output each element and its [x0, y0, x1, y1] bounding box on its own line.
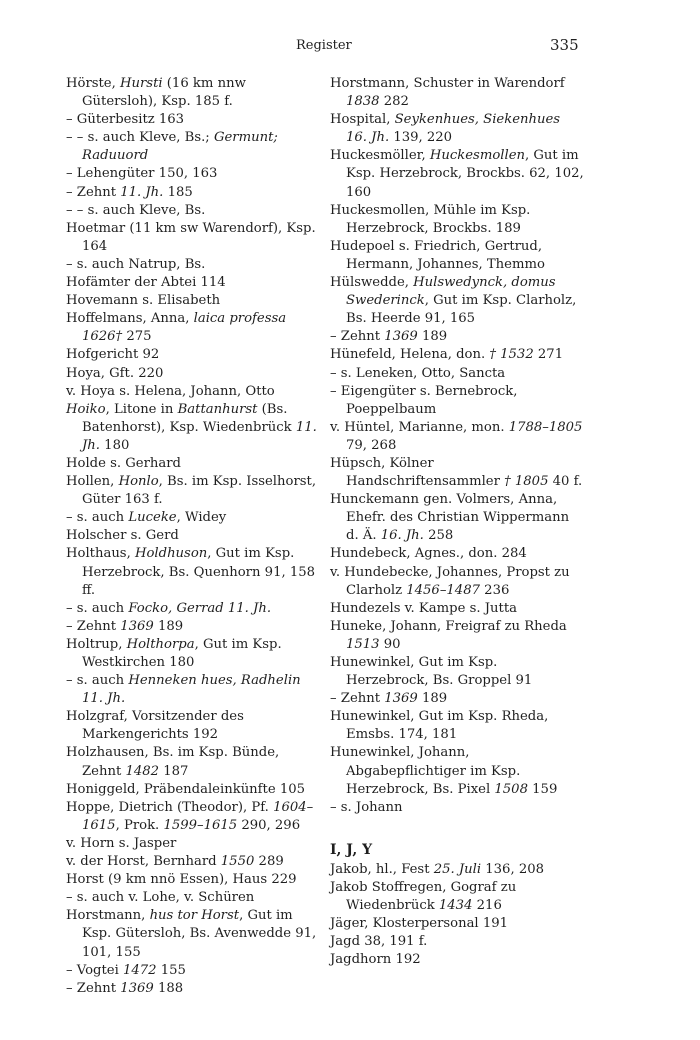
index-entry	[66, 618, 318, 636]
entry-segment: – s. auch v. Lohe, v. Schüren	[66, 890, 255, 906]
entry-segment: 25. Juli	[433, 861, 482, 877]
entry-segment: Horst (9 km nnö Essen), Haus 229	[66, 872, 297, 888]
index-entry	[66, 256, 318, 274]
entry-segment: Huckesmollen	[429, 148, 525, 164]
index-entry	[330, 915, 584, 933]
entry-segment: 40 f.	[548, 474, 583, 490]
index-entry	[66, 509, 318, 527]
index-entry	[330, 383, 584, 419]
index-entry	[66, 473, 318, 509]
index-entry	[330, 861, 584, 879]
entry-segment: 185	[163, 184, 193, 200]
index-entry	[66, 111, 318, 129]
entry-segment: Battanhurst	[177, 401, 258, 417]
entry-segment: Hülswedde,	[330, 275, 414, 291]
entry-segment: – s. auch	[66, 510, 129, 526]
index-entry	[66, 962, 318, 980]
index-entry	[66, 980, 318, 998]
entry-segment: – s. auch	[66, 600, 129, 616]
entry-segment: 79, 268	[346, 437, 397, 453]
index-entry	[66, 889, 318, 907]
entry-segment: Jakob, hl., Fest	[330, 861, 434, 877]
index-entry	[66, 672, 318, 708]
entry-segment: 1838	[346, 94, 380, 110]
entry-segment: 1369	[120, 980, 154, 996]
entry-segment: Hüpsch, Kölner Handschriftensammler	[330, 455, 505, 490]
entry-segment: Hoffelmans, Anna,	[66, 311, 194, 327]
entry-segment: 11. Jh.	[120, 184, 164, 200]
index-entry	[330, 708, 584, 744]
entry-segment: 189	[417, 329, 448, 345]
entry-segment: v. der Horst, Bernhard	[66, 854, 221, 870]
index-entry	[66, 165, 318, 183]
index-entry	[330, 799, 584, 817]
index-column-right	[330, 75, 584, 970]
entry-segment: 187	[159, 763, 189, 779]
index-entry	[330, 744, 584, 798]
index-entry	[330, 111, 584, 147]
entry-segment: , Litone in	[105, 401, 178, 417]
entry-segment: 236	[479, 582, 510, 598]
entry-segment: , Bs. im Ksp. Isselhorst, Güter 163 f.	[82, 474, 317, 508]
entry-segment: Huckesmöller,	[330, 148, 430, 164]
entry-segment: Hunewinkel, Gut im Ksp. Rheda, Emsbs. 174, 181	[330, 709, 549, 743]
entry-segment: 189	[153, 618, 184, 634]
entry-segment: Jagdhorn 192	[330, 952, 421, 968]
entry-segment: 1482	[125, 763, 160, 779]
entry-segment: , Gut im Ksp. Gütersloh, Bs. Avenwedde 91, 101, 155	[82, 908, 317, 960]
entry-segment: , Gut im Ksp. Herzebrock, Brockbs. 62, 102, 160	[346, 148, 584, 200]
index-entry	[66, 853, 318, 871]
index-entry	[66, 708, 318, 744]
entry-segment: Hofgericht 92	[66, 347, 160, 363]
entry-segment: – Zehnt	[330, 329, 385, 345]
entry-segment: Hünefeld, Helena, don.	[330, 347, 490, 363]
entry-segment: Holthaus,	[66, 546, 135, 562]
entry-segment: 282	[379, 94, 409, 110]
entry-segment: Holthorpa	[126, 636, 195, 652]
index-entry	[330, 238, 584, 274]
entry-segment: v. Hoya s. Helena, Johann, Otto	[66, 383, 275, 399]
entry-segment: v. Horn s. Jasper	[66, 835, 177, 851]
index-entry	[330, 618, 584, 654]
entry-segment: 275	[122, 329, 152, 345]
entry-segment: Holzhausen, Bs. im Ksp. Bünde, Zehnt	[66, 745, 280, 779]
entry-segment: 11. Jh.	[82, 419, 317, 453]
entry-segment: Holtrup,	[66, 636, 127, 652]
entry-segment: Hudepoel s. Friedrich, Gertrud, Hermann, Johannes, Themmo	[330, 238, 545, 272]
entry-segment: 136, 208	[481, 861, 544, 877]
index-entry	[66, 202, 318, 220]
entry-segment: 90	[379, 636, 401, 652]
entry-segment: 258	[423, 528, 454, 544]
entry-segment: 155	[156, 962, 186, 978]
entry-segment: 1434	[438, 898, 473, 914]
index-entry	[66, 274, 318, 292]
entry-segment: 289	[254, 854, 284, 870]
entry-segment: Holscher s. Gerd	[66, 528, 179, 544]
entry-segment: – Güterbesitz 163	[66, 112, 185, 128]
index-entry	[330, 346, 584, 364]
entry-segment: – s. auch	[66, 673, 129, 689]
index-entry	[66, 220, 318, 256]
entry-segment: 1369	[384, 691, 418, 707]
entry-segment: Hunewinkel, Gut im Ksp. Herzebrock, Bs. Groppel 91	[330, 655, 533, 689]
entry-segment: Hoetmar (11 km sw Warendorf), Ksp. 164	[66, 220, 316, 254]
entry-segment: Hundebeck, Agnes., don. 284	[330, 546, 527, 562]
entry-segment: 180	[99, 437, 130, 453]
entry-segment: Huckesmollen, Mühle im Ksp. Herzebrock, Brockbs. 189	[330, 202, 531, 236]
entry-segment: 271	[533, 347, 564, 363]
entry-segment: 1599–1615	[163, 817, 238, 833]
index-entry	[66, 636, 318, 672]
entry-segment: Luceke	[128, 510, 177, 526]
entry-segment: , Prok.	[115, 817, 164, 833]
entry-segment: Hoya, Gft. 220	[66, 365, 164, 381]
entry-segment: – s. Leneken, Otto, Sancta	[330, 365, 506, 381]
index-entry	[66, 365, 318, 383]
entry-segment: Hospital,	[330, 112, 395, 128]
index-entry	[66, 401, 318, 455]
entry-segment: 1513	[346, 636, 380, 652]
entry-segment: Hörste,	[66, 76, 120, 91]
entry-segment: 1788–1805	[508, 419, 583, 435]
entry-segment: – Lehengüter 150, 163	[66, 166, 218, 182]
index-entry	[66, 75, 318, 111]
running-header-title: Register	[296, 38, 352, 53]
entry-segment: Germunt; Raduuord	[82, 130, 278, 164]
index-entry	[66, 545, 318, 599]
index-entry	[330, 564, 584, 600]
entry-segment: 139, 220	[389, 130, 453, 146]
entry-segment: Holde s. Gerhard	[66, 455, 181, 471]
entry-segment: 1369	[384, 329, 418, 345]
entry-segment: Holzgraf, Vorsitzender des Markengerichts 192	[66, 709, 244, 743]
entry-segment: Seykenhues, Siekenhues 16. Jh.	[346, 112, 561, 146]
index-entry	[330, 328, 584, 346]
entry-segment: (Bs. Batenhorst), Ksp. Wiedenbrück	[82, 401, 296, 435]
entry-segment: Hofämter der Abtei 114	[66, 275, 226, 291]
index-entry	[66, 799, 318, 835]
index-entry	[330, 933, 584, 951]
entry-segment: – Zehnt	[66, 980, 121, 996]
entry-segment: – Zehnt	[66, 184, 121, 200]
index-entry	[330, 455, 584, 491]
index-entry	[330, 365, 584, 383]
entry-segment: v. Hüntel, Marianne, mon.	[330, 419, 509, 435]
entry-segment: , Widey	[176, 510, 227, 526]
index-entry	[66, 744, 318, 780]
entry-segment: Hoiko	[66, 401, 106, 417]
entry-segment: 1550	[220, 854, 255, 870]
index-entry	[330, 545, 584, 563]
section-heading: I, J, Y	[330, 841, 373, 858]
entry-segment: Hunckemann gen. Volmers, Anna, Ehefr. des Christian Wippermann d. Ä.	[330, 492, 570, 544]
index-column-left	[66, 75, 318, 998]
index-entry	[66, 129, 318, 165]
entry-segment: Hundezels v. Kampe s. Jutta	[330, 600, 517, 616]
index-entry	[66, 527, 318, 545]
index-entry	[66, 600, 318, 618]
index-entry	[66, 383, 318, 401]
entry-segment: 1472	[123, 962, 157, 978]
entry-segment: Henneken hues, Radhelin 11. Jh.	[82, 673, 301, 707]
entry-segment: Hovemann s. Elisabeth	[66, 293, 221, 309]
entry-segment: (16 km nnw Gütersloh), Ksp. 185 f.	[82, 76, 246, 110]
index-entry	[66, 184, 318, 202]
entry-segment: – s. auch Natrup, Bs.	[66, 256, 206, 272]
entry-segment: Honlo	[118, 474, 159, 490]
entry-segment: , Gut im Ksp. Clarholz, Bs. Heerde 91, 165	[346, 293, 577, 327]
entry-segment: Horstmann,	[66, 908, 150, 924]
entry-segment: 290, 296	[237, 817, 301, 833]
entry-segment: hus tor Horst	[149, 908, 240, 924]
index-entry	[66, 310, 318, 346]
entry-segment: Hursti	[120, 76, 163, 91]
entry-segment: 216	[472, 898, 502, 914]
entry-segment: , Gut im Ksp. Westkirchen 180	[82, 636, 282, 670]
entry-segment: – Zehnt	[330, 691, 385, 707]
index-entry	[330, 274, 584, 328]
entry-segment: – – s. auch Kleve, Bs.;	[66, 130, 214, 146]
index-entry	[330, 491, 584, 545]
entry-segment: Hollen,	[66, 474, 119, 490]
entry-segment: – – s. auch Kleve, Bs.	[66, 202, 206, 218]
entry-segment: Hunewinkel, Johann, Abgabepflichtiger im Ksp. Herzebrock, Bs. Pixel	[330, 745, 521, 797]
index-entry	[66, 871, 318, 889]
entry-segment: – Eigengüter s. Bernebrock, Poeppelbaum	[330, 383, 518, 417]
index-entry	[330, 600, 584, 618]
index-entry	[66, 835, 318, 853]
index-entry	[66, 781, 318, 799]
entry-segment: † 1805	[504, 474, 549, 490]
entry-segment: Hulswedynck, domus Swederinck	[346, 275, 556, 309]
entry-segment: Jakob Stoffregen, Gograf zu Wiedenbrück	[330, 880, 517, 914]
entry-segment: v. Hundebecke, Johannes, Propst zu Clarholz	[330, 564, 570, 598]
entry-segment: Holdhuson	[134, 546, 208, 562]
entry-segment: 189	[417, 691, 448, 707]
entry-segment: – s. Johann	[330, 799, 403, 815]
entry-segment: Jäger, Klosterpersonal 191	[330, 916, 509, 932]
index-entry	[66, 292, 318, 310]
index-entry	[330, 690, 584, 708]
entry-segment: Horstmann, Schuster in Warendorf	[330, 76, 565, 91]
index-entry	[330, 75, 584, 111]
entry-segment: Huneke, Johann, Freigraf zu Rheda	[330, 618, 567, 634]
index-entry	[66, 346, 318, 364]
entry-segment: laica professa 1626†	[82, 311, 287, 345]
entry-segment: , Gut im Ksp. Herzebrock, Bs. Quenhorn 91, 158 ff.	[82, 546, 316, 598]
index-entry	[330, 879, 584, 915]
entry-segment: Honiggeld, Präbendaleinkünfte 105	[66, 781, 306, 797]
index-entry	[330, 147, 584, 201]
entry-segment: 1456–1487	[406, 582, 480, 598]
entry-segment: 188	[153, 980, 184, 996]
entry-segment: 1508	[494, 781, 528, 797]
entry-segment: – Vogtei	[66, 962, 123, 978]
index-entry	[330, 654, 584, 690]
index-entry	[66, 455, 318, 473]
entry-segment: † 1532	[489, 347, 534, 363]
index-entry	[66, 907, 318, 961]
index-entry	[330, 951, 584, 969]
index-entry	[330, 419, 584, 455]
entry-segment: 1604–1615	[82, 799, 314, 833]
entry-segment: – Zehnt	[66, 618, 121, 634]
entry-segment: 159	[527, 781, 558, 797]
entry-segment: Jagd 38, 191 f.	[330, 934, 428, 950]
index-entry	[330, 202, 584, 238]
entry-segment: 1369	[120, 618, 154, 634]
entry-segment: Focko, Gerrad 11. Jh.	[128, 600, 272, 616]
entry-segment: 16. Jh.	[380, 528, 424, 544]
page-number: 335	[550, 36, 579, 54]
entry-segment: Hoppe, Dietrich (Theodor), Pf.	[66, 799, 274, 815]
